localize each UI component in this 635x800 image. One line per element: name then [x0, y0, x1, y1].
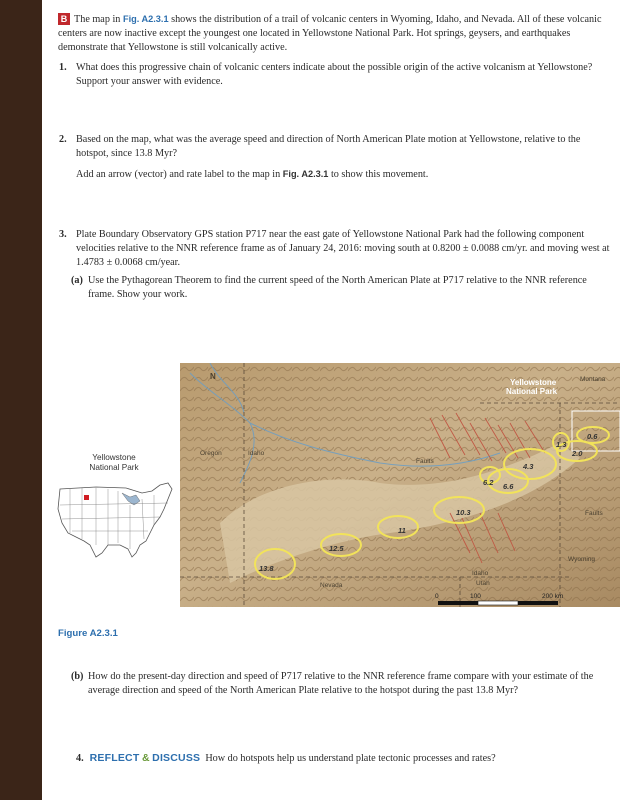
intro-text-end: shows the distribution of a trail of volcanic centers in Wyoming, Idaho, and Nevada. All of these volcanic centers are now inactive except the youngest one located in Yellowstone National Park. Hot springs, geysers, and earthquakes demonstrate that Yellowstone is still volcanically active. [58, 14, 602, 54]
subquestion-text: How do the present-day direction and speed of P717 relative to the NNR reference frame compare with your estimate of the average direction and speed of the North American Plate relative to the hotspot during the past 13.8 Myr? [88, 671, 594, 697]
scale-label-200: 200 km [542, 593, 564, 600]
state-label-nevada: Nevada [320, 582, 343, 589]
reflect-ampersand: & [142, 752, 150, 764]
state-label-idaho: Idaho [248, 450, 265, 457]
state-label-montana: Montana [580, 376, 606, 383]
yellowstone-marker [84, 495, 89, 500]
age-label: 11 [398, 526, 406, 535]
usa-outline [58, 483, 172, 557]
section-intro [58, 12, 606, 56]
age-label: 1.3 [556, 440, 567, 449]
question-4-reflect [76, 752, 496, 764]
question-3 [59, 228, 611, 271]
question-number: 4. [76, 753, 84, 764]
section-badge: B [58, 13, 70, 25]
subquestion-a [71, 274, 610, 302]
question-text: What does this progressive chain of volcanic centers indicate about the possible origin of the active volcanism at Yellowstone? Support your answer with evidence. [76, 62, 593, 88]
state-label-utah: Utah [476, 580, 490, 587]
question-number: 3. [59, 229, 67, 240]
ynp-label [506, 378, 558, 396]
question-text: Based on the map, what was the average speed and direction of North American Plate motion at Yellowstone, relative to the hotspot, since 13.8 Myr? [76, 134, 581, 160]
state-label-oregon: Oregon [200, 450, 222, 457]
question-text: Plate Boundary Observatory GPS station P717 near the east gate of Yellowstone National Park had the following component velocities relative to the NNR reference frame as of January 24, 2016: moving south at 0.8200 ± 0.0088 cm/yr. and moving west at 1.4783 ± 0.0068 cm/year. [76, 229, 610, 269]
ynp-label-line2: National Park [506, 387, 558, 396]
inset-label-line1: Yellowstone [92, 453, 136, 462]
page-spine [0, 0, 42, 800]
scale-label-100: 100 [470, 593, 481, 600]
question-2 [59, 133, 611, 161]
age-label: 10.3 [456, 508, 471, 517]
inset-label-line2: National Park [89, 463, 139, 472]
instruction-text: Add an arrow (vector) and rate label to the map in [76, 169, 283, 180]
question-number: 1. [59, 62, 67, 73]
reflect-heading: REFLECT [89, 752, 140, 764]
intro-text-start: The map in [74, 14, 123, 25]
north-arrow-label: N [210, 372, 216, 381]
figure-reference-link[interactable]: Fig. A2.3.1 [282, 169, 329, 179]
question-number: 2. [59, 134, 67, 145]
age-label: 6.6 [503, 482, 514, 491]
reflect-question-text: How do hotspots help us understand plate tectonic processes and rates? [205, 753, 496, 764]
age-label: 2.0 [572, 449, 583, 458]
figure-reference-link[interactable]: Fig. A2.3.1 [122, 14, 169, 24]
state-label-idaho-small: Idaho [472, 570, 489, 577]
usa-inset-map [56, 479, 174, 563]
age-label: 4.3 [523, 462, 534, 471]
question-1 [59, 61, 611, 89]
age-label: 13.8 [259, 564, 274, 573]
age-label: 12.5 [329, 544, 344, 553]
state-label-wyoming: Wyoming [568, 556, 596, 563]
question-2-instruction [76, 167, 611, 182]
subquestion-text: Use the Pythagorean Theorem to find the current speed of the North American Plate at P717 relative to the NNR reference frame. Show your work. [88, 275, 587, 301]
hotspot-track-map [180, 363, 620, 607]
faults-label-east: Faults [585, 510, 603, 517]
subquestion-label: (a) [71, 275, 83, 286]
scale-label-0: 0 [435, 593, 439, 600]
age-label: 0.6 [587, 432, 598, 441]
subquestion-b [71, 670, 610, 698]
ynp-label-line1: Yellowstone [510, 378, 557, 387]
age-label: 6.2 [483, 478, 494, 487]
subquestion-label: (b) [71, 671, 84, 682]
figure-caption: Figure A2.3.1 [58, 628, 118, 639]
faults-label: Faults [416, 458, 434, 465]
discuss-heading: DISCUSS [152, 752, 201, 764]
inset-label [78, 453, 150, 473]
instruction-text-end: to show this movement. [328, 169, 429, 180]
